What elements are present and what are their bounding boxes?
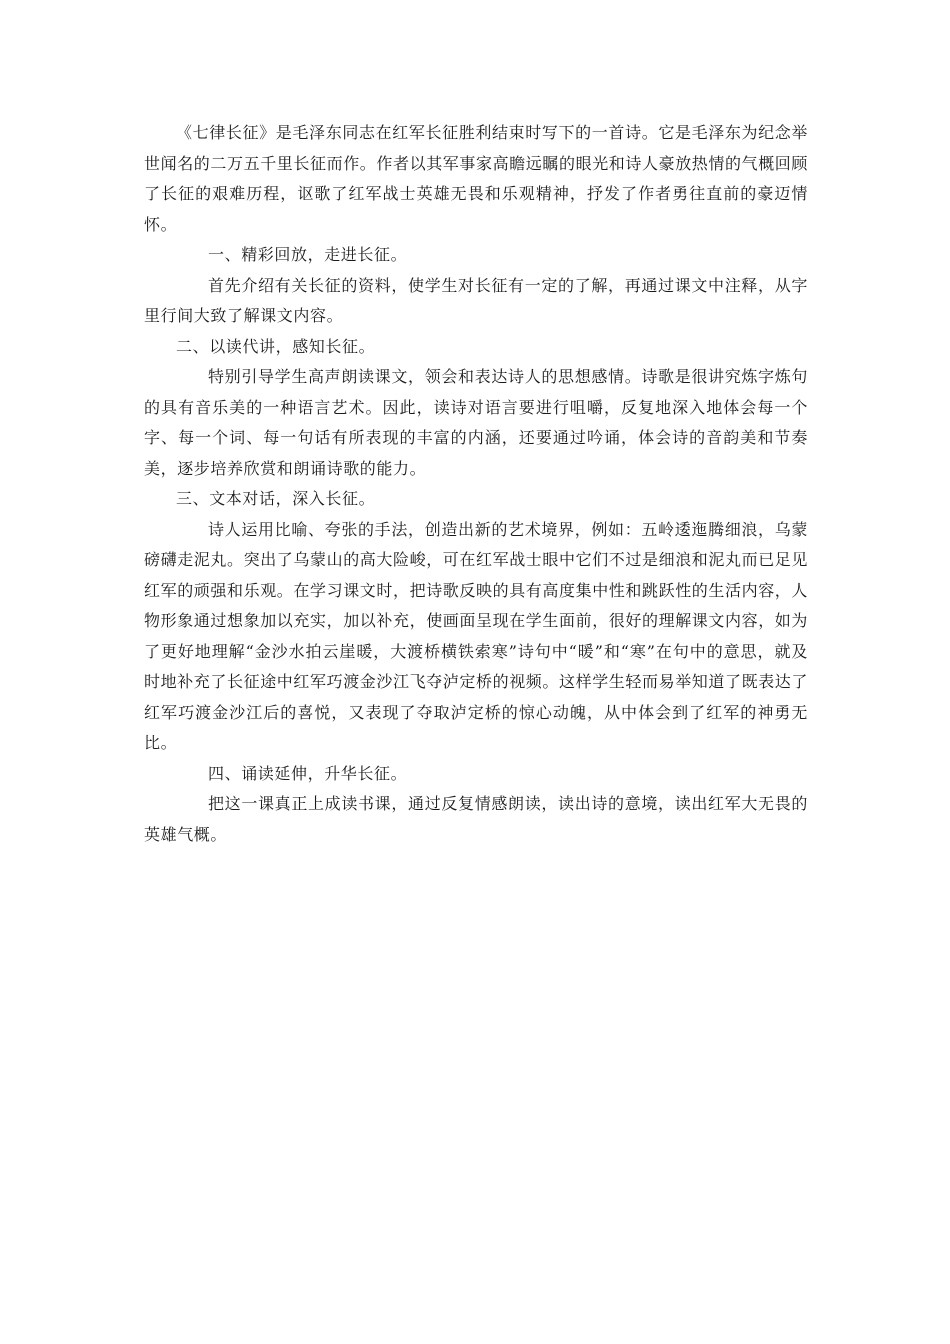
section-body-2: 特别引导学生高声朗读课文，领会和表达诗人的思想感情。诗歌是很讲究炼字炼句的具有音乐美的一种语言艺术。因此，读诗对语言要进行咀嚼，反复地深入地体会每一个字、每一个词、每一句话有所表现的丰富的内涵，还要通过吟诵，体会诗的音韵美和节奏美，逐步培养欣赏和朗诵诗歌的能力。 bbox=[144, 367, 808, 478]
document-body bbox=[144, 118, 808, 850]
section-heading-2: 二、以读代讲，感知长征。 bbox=[176, 336, 376, 356]
section-body-3: 诗人运用比喻、夸张的手法，创造出新的艺术境界，例如：五岭逶迤腾细浪，乌蒙磅礴走泥丸。突出了乌蒙山的高大险峻，可在红军战士眼中它们不过是细浪和泥丸而已足见红军的顽强和乐观。在学习课文时，把诗歌反映的具有高度集中性和跳跃性的生活内容，人物形象通过想象加以充实，加以补充，使画面呈现在学生面前，很好的理解课文内容，如为了更好地理解“金沙水拍云崖暖，大渡桥横铁索寒”诗句中“暖”和“寒”在句中的意思，就及时地补充了长征途中红军巧渡金沙江飞夺泸定桥的视频。这样学生轻而易举知道了既表达了红军巧渡金沙江后的喜悦，又表现了夺取泸定桥的惊心动魄，从中体会到了红军的神勇无比。 bbox=[144, 519, 809, 752]
intro-paragraph: 《七律长征》是毛泽东同志在红军长征胜利结束时写下的一首诗。它是毛泽东为纪念举世闻名的二万五千里长征而作。作者以其军事家高瞻远瞩的眼光和诗人豪放热情的气概回顾了长征的艰难历程，讴歌了红军战士英雄无畏和乐观精神，抒发了作者勇往直前的豪迈情怀。 bbox=[144, 123, 809, 234]
section-heading-1: 一、精彩回放，走进长征。 bbox=[208, 245, 408, 264]
section-body-4: 把这一课真正上成读书课，通过反复情感朗读，读出诗的意境，读出红军大无畏的英雄气概。 bbox=[144, 794, 808, 844]
section-body-1: 首先介绍有关长征的资料，使学生对长征有一定的了解，再通过课文中注释，从字里行间大致了解课文内容。 bbox=[144, 275, 808, 325]
section-heading-4: 四、诵读延伸，升华长征。 bbox=[208, 763, 408, 783]
section-heading-3: 三、文本对话，深入长征。 bbox=[176, 489, 376, 508]
